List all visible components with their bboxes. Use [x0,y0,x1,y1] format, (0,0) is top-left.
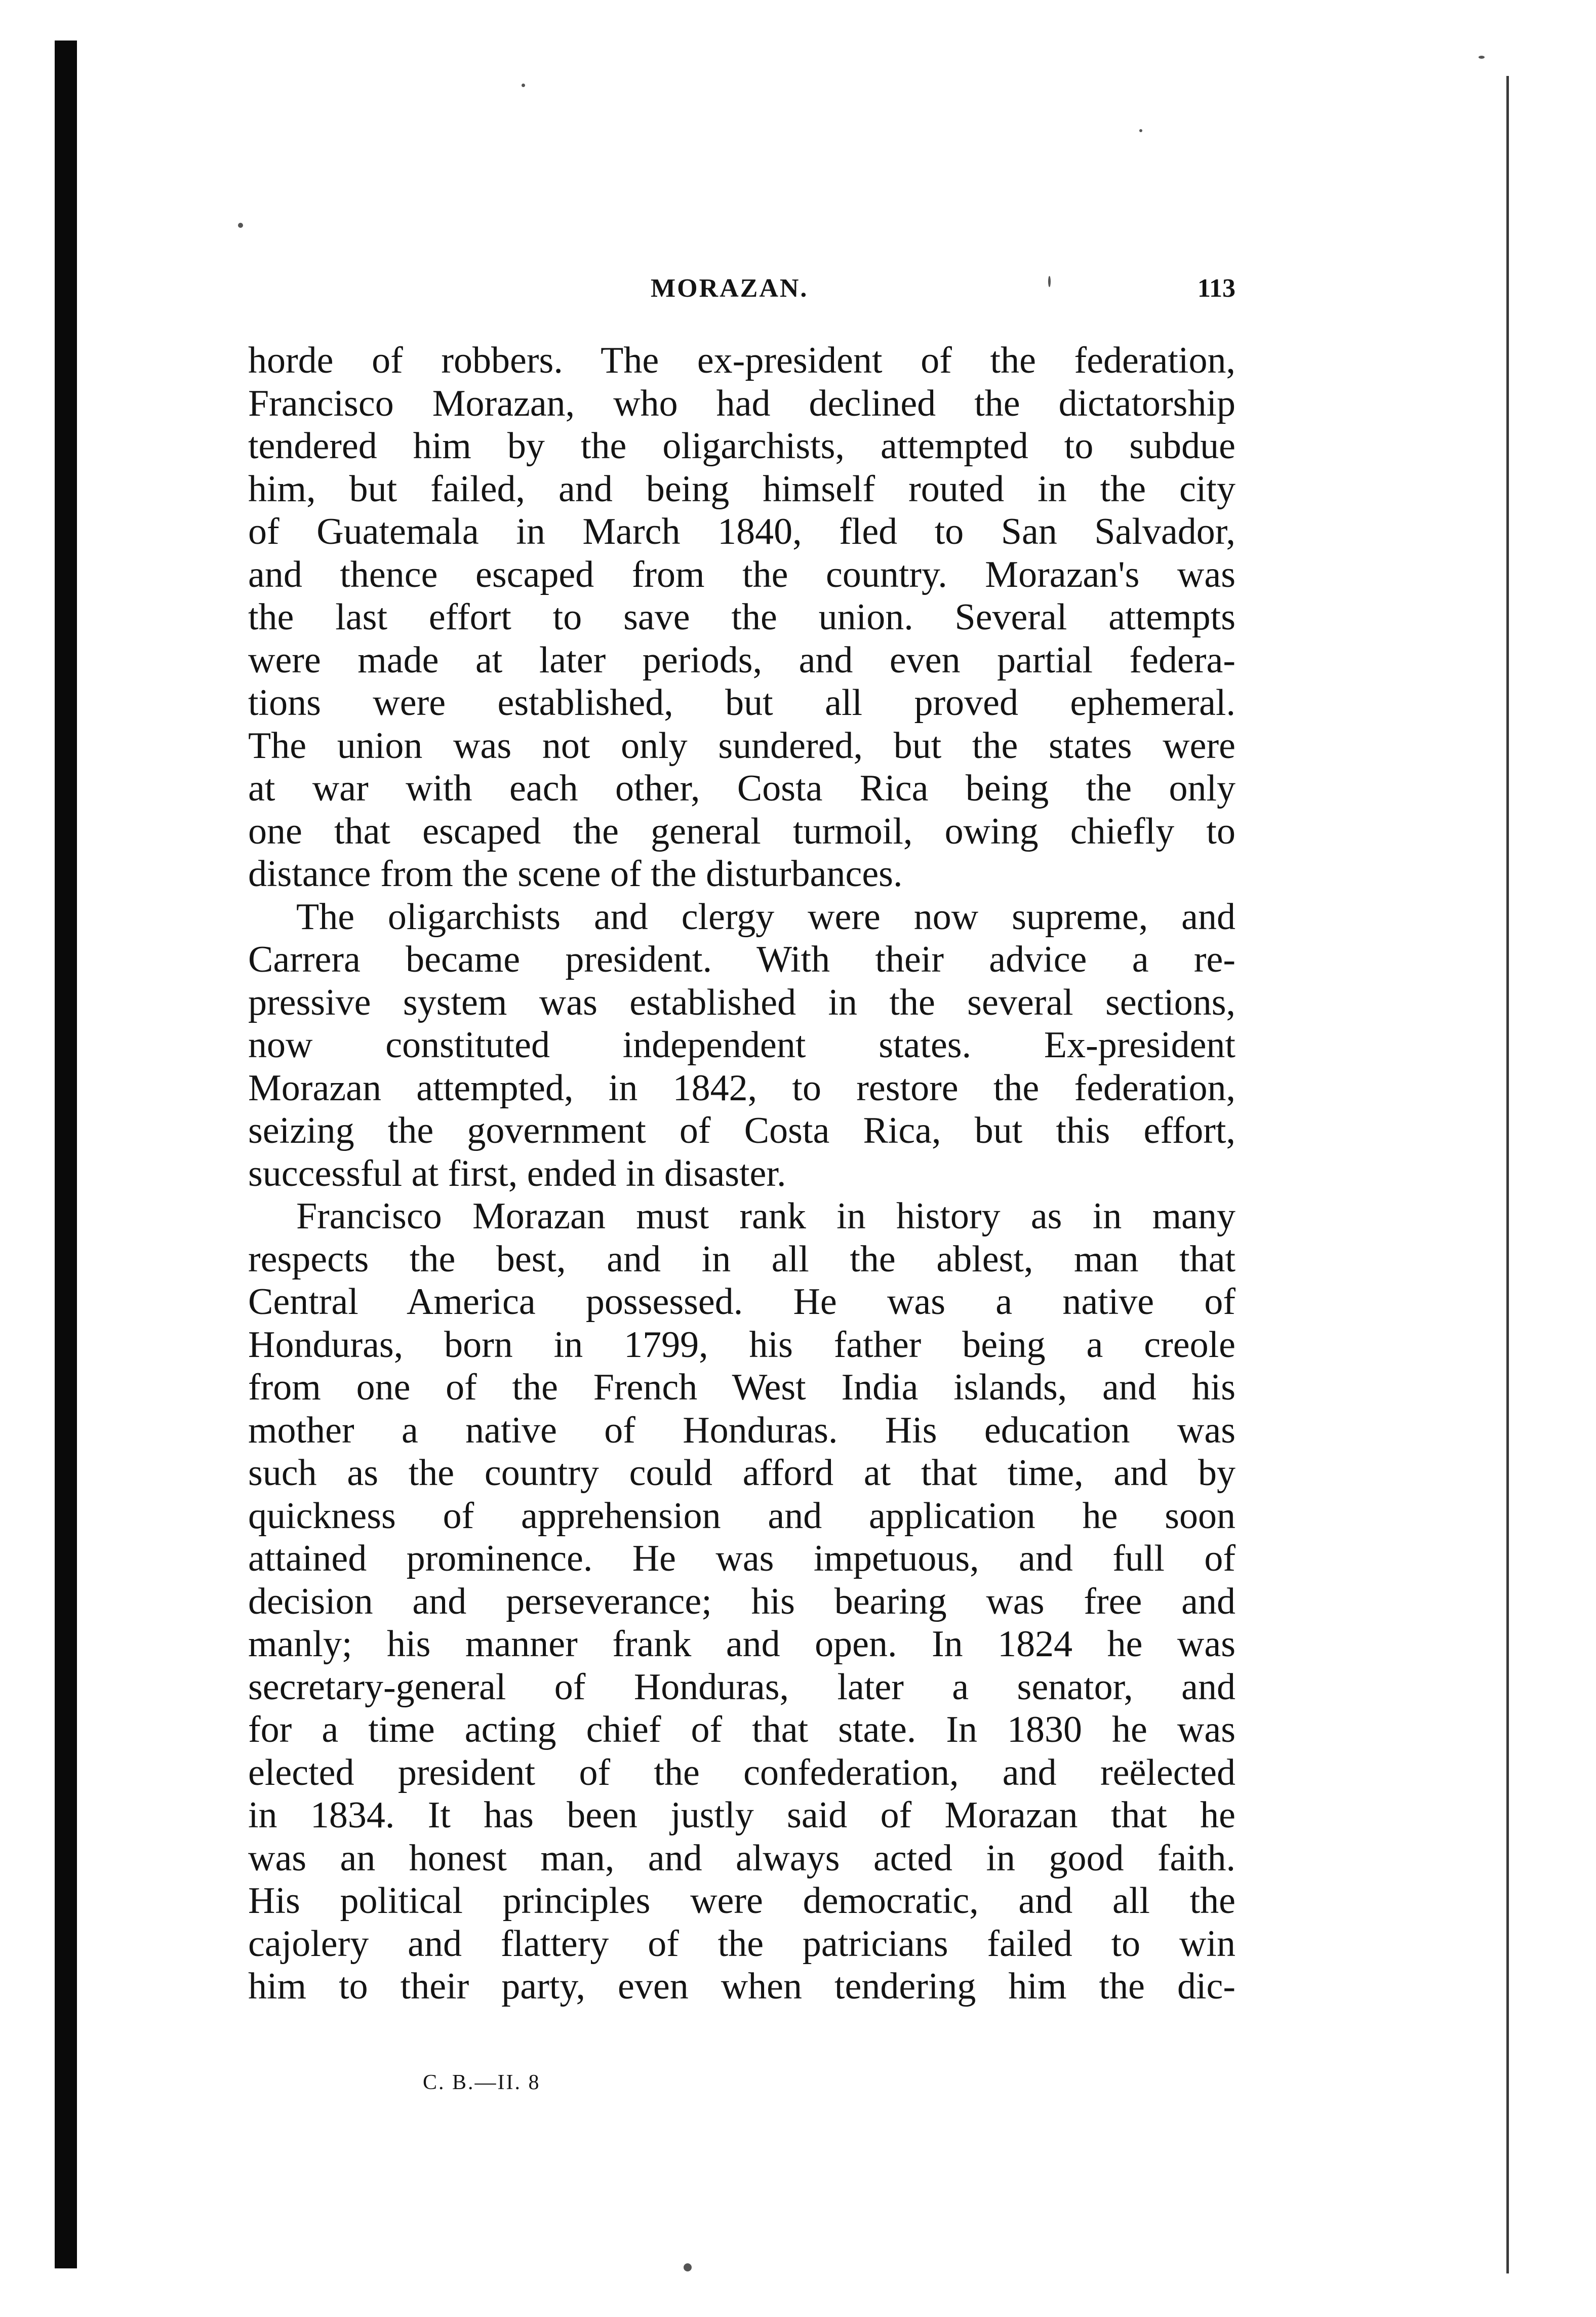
paragraph-2 [248,896,1235,1195]
text-line: mother a native of Honduras. His education was [248,1409,1235,1451]
text-line: elected president of the confederation, and reëlected [248,1751,1235,1793]
text-line: manly; his manner frank and open. In 1824 he was [248,1623,1235,1665]
scan-speck [1139,129,1142,132]
text-line: now constituted independent states. Ex-president [248,1024,1235,1066]
text-line: for a time acting chief of that state. In 1830 he was [248,1709,1235,1750]
text-line: the last effort to save the union. Several attempts [248,596,1235,638]
text-line: was an honest man, and always acted in good faith. [248,1837,1235,1879]
text-line: him, but failed, and being himself routed in the city [248,468,1235,510]
text-line: Central America possessed. He was a native of [248,1281,1235,1323]
text-line: tendered him by the oligarchists, attempted to subdue [248,425,1235,467]
text-line: decision and perseverance; his bearing was free and [248,1580,1235,1622]
text-line: at war with each other, Costa Rica being the only [248,768,1235,809]
page-edge-shadow [1506,76,1509,2273]
text-line: The union was not only sundered, but the states were [248,725,1235,767]
text-line: of Guatemala in March 1840, fled to San Salvador, [248,511,1235,552]
text-line: His political principles were democratic, and all the [248,1880,1235,1922]
page-number: 113 [1197,274,1235,303]
body-text [248,339,1235,2008]
text-line: such as the country could afford at that time, and by [248,1452,1235,1494]
page-binding-shadow [55,41,77,2268]
text-line: seizing the government of Costa Rica, but this effort, [248,1110,1235,1151]
text-line: Carrera became president. With their advice a re- [248,939,1235,980]
text-line: tions were established, but all proved ephemeral. [248,682,1235,724]
signature-mark: C. B.—II. 8 [423,2071,541,2094]
running-head: MORAZAN. [651,274,809,303]
scan-speck [684,2263,692,2271]
text-line: were made at later periods, and even partial federa- [248,639,1235,681]
text-line: The oligarchists and clergy were now supreme, and [296,896,1235,938]
text-line: respects the best, and in all the ablest, man that [248,1238,1235,1280]
paragraph-1 [248,339,1235,896]
text-line: in 1834. It has been justly said of Morazan that he [248,1794,1235,1836]
text-line: successful at first, ended in disaster. [248,1152,786,1194]
text-line: distance from the scene of the disturbances. [248,853,903,895]
text-line: attained prominence. He was impetuous, and full of [248,1538,1235,1579]
text-line: Morazan attempted, in 1842, to restore the federation, [248,1067,1235,1109]
text-line: and thence escaped from the country. Morazan's was [248,553,1235,595]
scan-speck [238,223,243,228]
text-line: him to their party, even when tendering him the dic- [248,1966,1235,2007]
paragraph-3 [248,1195,1235,2008]
text-line: secretary-general of Honduras, later a senator, and [248,1666,1235,1708]
text-line: one that escaped the general turmoil, owing chiefly to [248,810,1235,852]
text-line: Francisco Morazan, who had declined the dictatorship [248,382,1235,424]
text-line: cajolery and flattery of the patricians failed to win [248,1923,1235,1965]
text-line: pressive system was established in the several sections, [248,981,1235,1023]
text-line: Francisco Morazan must rank in history as in many [296,1195,1235,1237]
scan-speck [1479,56,1485,59]
text-line: quickness of apprehension and application he soon [248,1495,1235,1537]
text-line: horde of robbers. The ex-president of the federation, [248,340,1235,381]
scan-speck [522,84,525,87]
page-header [248,271,1235,306]
text-line: Honduras, born in 1799, his father being a creole [248,1324,1235,1366]
text-line: from one of the French West India islands, and his [248,1367,1235,1408]
